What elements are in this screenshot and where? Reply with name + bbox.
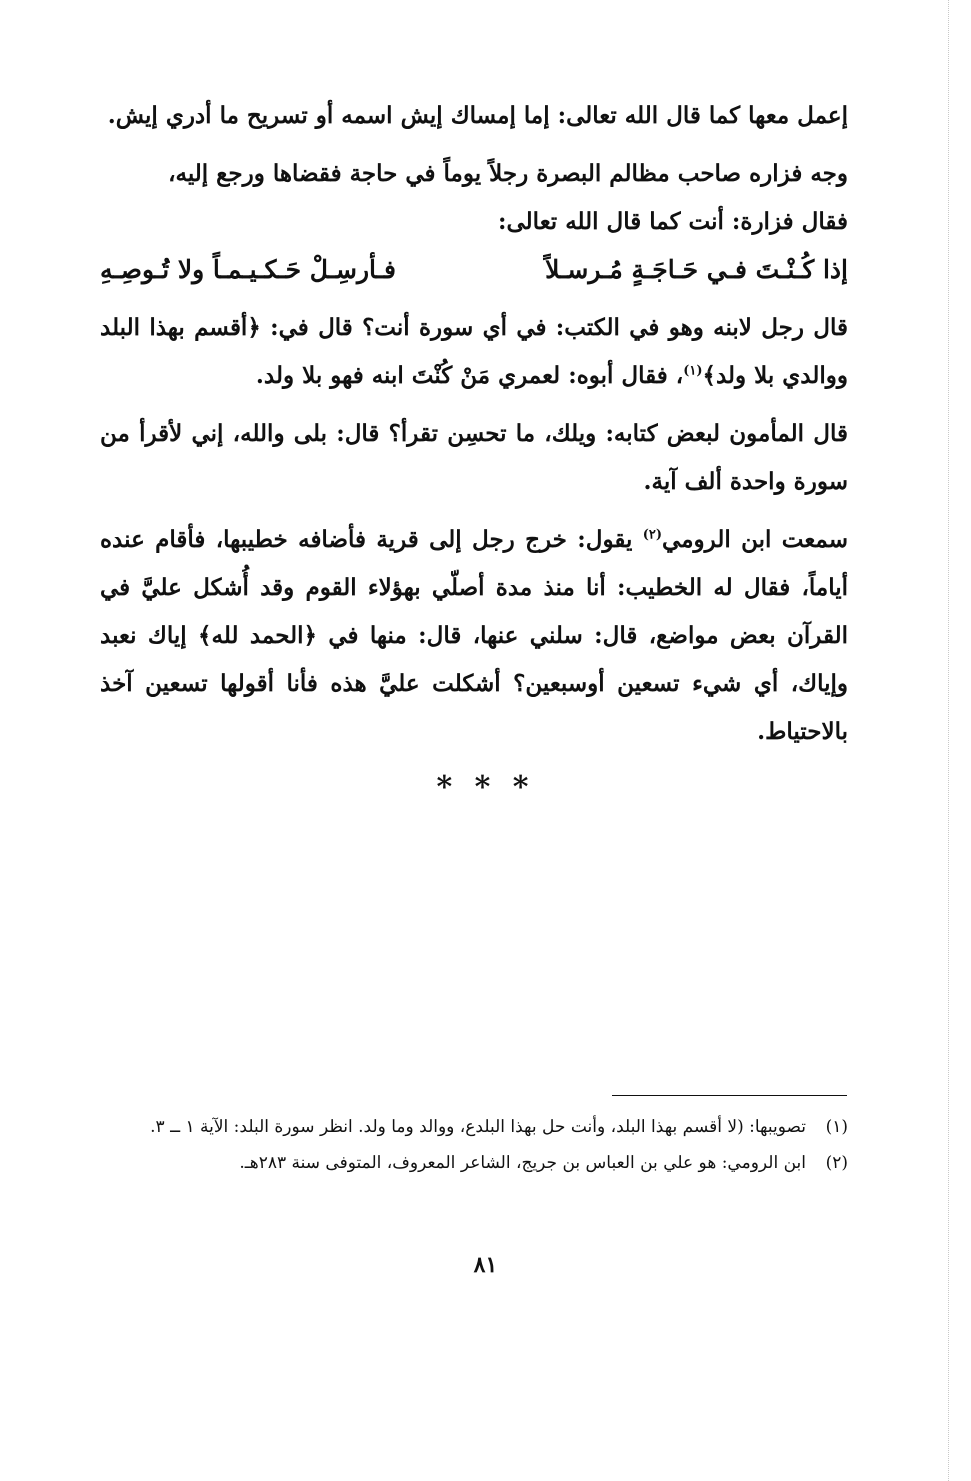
paragraph-2-line-2: فقال فزارة: أنت كما قال الله تعالى: <box>498 208 848 235</box>
footnotes <box>100 1110 848 1182</box>
footnote-divider <box>612 1095 847 1096</box>
main-text <box>100 92 848 766</box>
footnote-number: (٢) <box>825 1153 848 1173</box>
paragraph-3 <box>100 304 848 400</box>
paragraph-5-text-a: سمعت ابن الرومي <box>662 526 848 553</box>
section-separator: * * * <box>436 770 535 805</box>
paragraph-4: قال المأمون لبعض كتابه: ويلك، ما تحسِن تقرأ؟ قال: بلى والله، إني لأقرأ من سورة واحدة ألف آية. <box>100 420 849 495</box>
paragraph-5 <box>100 516 848 756</box>
footnote-2 <box>100 1146 848 1180</box>
footnote-ref-2[interactable]: (٢) <box>642 527 663 543</box>
footnote-number: (١) <box>825 1117 848 1137</box>
footnote-text: تصويبها: (لا أقسم بهذا البلد، وأنت حل بهذا البلدع، ووالد وما ولد. انظر سورة البلد: الآية ١ ــ ٣. <box>150 1117 806 1137</box>
footnote-ref-1[interactable]: (١) <box>683 363 703 379</box>
verse-second-hemistich: فـأرسِـلْ حَـكـيـمـاً ولا تُـوصِـهِ <box>100 255 396 284</box>
poetry-verse <box>100 246 848 294</box>
footnote-text: ابن الرومي: هو علي بن العباس بن جريج، الشاعر المعروف، المتوفى سنة ٢٨٣هـ. <box>239 1153 806 1173</box>
footnote-1 <box>100 1110 848 1144</box>
paragraph-3-text-b: ، فقال أبوه: لعمري مَنْ كُنْتَ ابنه فهو بلا ولد. <box>255 362 684 389</box>
verse-first-hemistich: إذا كُـنْـتَ فـي حَـاجَـةٍ مُـرسـلاً <box>545 255 848 284</box>
paragraph-5-text-b: يقول: خرج رجل إلى قرية فأضافه خطيبها، فأقام عنده أياماً، فقال له الخطيب: أنا منذ مدة أصلّي بهؤلاء القوم وقد أُشكل عليَّ في القرآن بعض مواضع، قال: سلني عنها، قال: منها في ﴿الحمد لله﴾ إياك نعبد وإياك، أي شيء تسعين أوسبعين؟ أشكلت عليَّ هذه فأنا أقولها تسعين آخذ بالاحتياط. <box>100 526 848 745</box>
paragraph-2-line-1: وجه فزاره صاحب مظالم البصرة رجلاً يوماً في حاجة فقضاها ورجع إليه، <box>168 160 848 187</box>
paragraph-3-text-a: قال رجل لابنه وهو في الكتب: في أي سورة أنت؟ قال في: ﴿أقسم بهذا البلد ووالدي بلا ولد﴾ <box>100 314 848 389</box>
page-number: ٨١ <box>473 1252 498 1278</box>
paragraph-1: إعمل معها كما قال الله تعالى: إما إمساك إيش اسمه أو تسريح ما أدري إيش. <box>107 102 848 129</box>
